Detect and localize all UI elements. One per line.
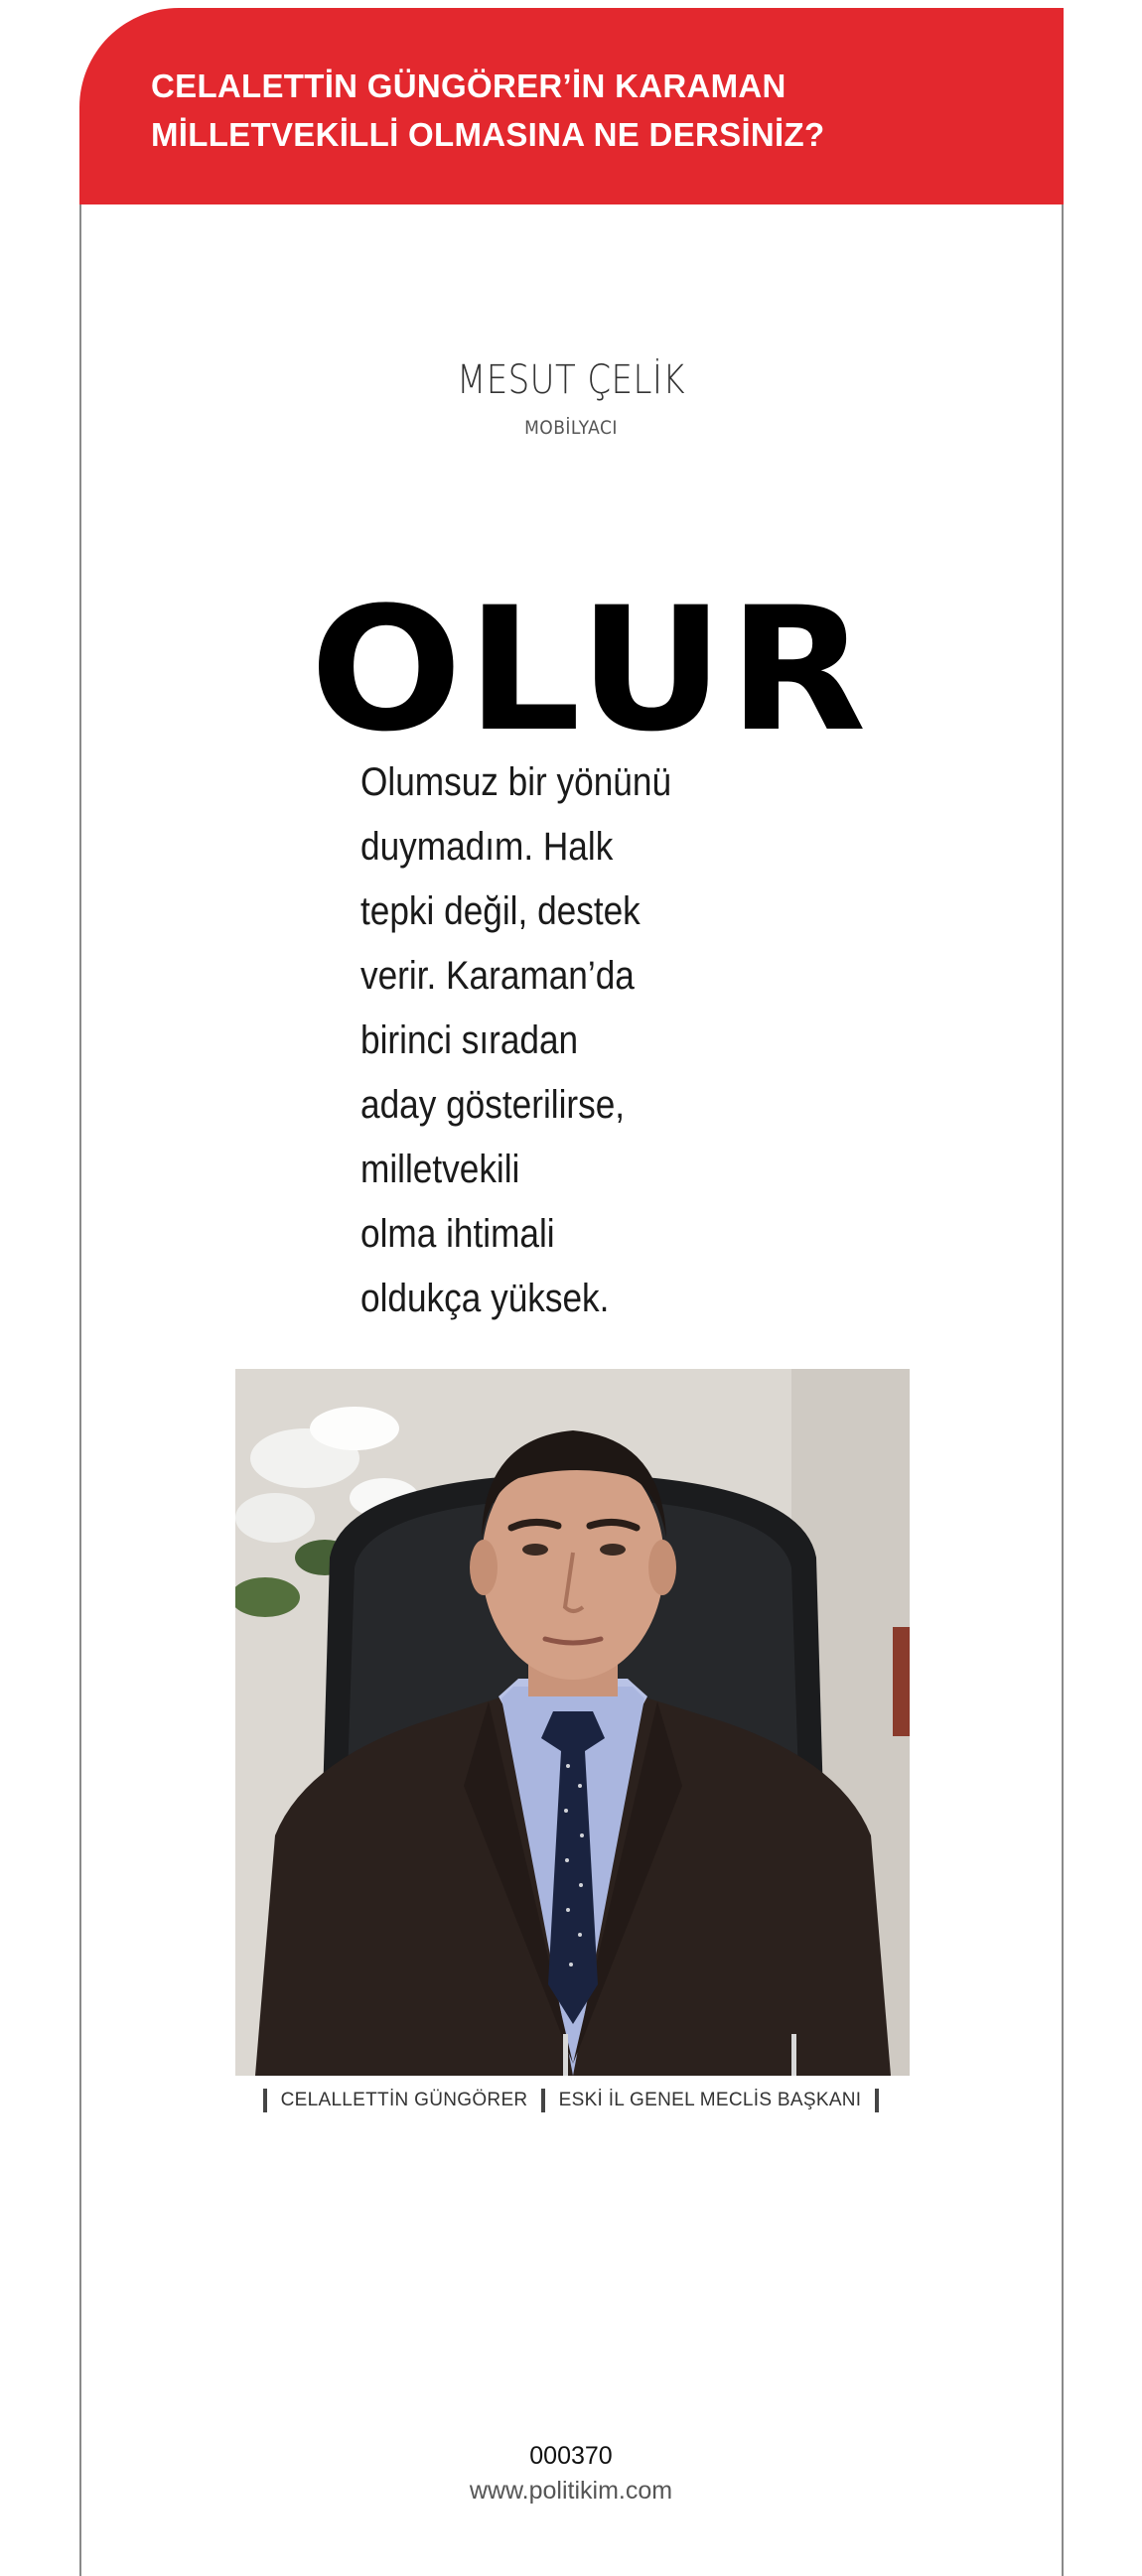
- caption-separator-middle: [541, 2089, 545, 2112]
- frame-left-border: [79, 203, 81, 2576]
- caption-separator-right: [875, 2089, 879, 2112]
- speaker-name: MESUT ÇELİK: [456, 357, 686, 403]
- photo-caption: [0, 2089, 1142, 2112]
- header-title-line-2: MİLLETVEKİLLİ OLMASINA NE DERSİNİZ?: [151, 116, 825, 153]
- verdict-headline: OLUR: [310, 570, 871, 769]
- header-title-line-1: CELALETTİN GÜNGÖRER’İN KARAMAN: [151, 68, 786, 104]
- portrait-photo: [235, 1369, 910, 2076]
- website-url[interactable]: www.politikim.com: [469, 2477, 673, 2505]
- header-title: [151, 62, 1025, 159]
- page-code: 000370: [529, 2442, 613, 2470]
- quote-text: Olumsuz bir yönünü duymadım. Halk tepki değil, destek verir. Karaman’da birinci sıradan aday gösterilirse, milletvekili olma ihtimali oldukça yüksek.: [360, 760, 672, 1320]
- caption-person-name: CELALLETTİN GÜNGÖRER: [280, 2090, 528, 2110]
- caption-separator-left: [263, 2089, 267, 2112]
- caption-person-title: ESKİ İL GENEL MECLİS BAŞKANI: [558, 2090, 862, 2110]
- header-banner: [79, 8, 1064, 204]
- portrait-illustration: [235, 1369, 910, 2076]
- speaker-role: MOBİLYACI: [524, 417, 618, 439]
- frame-right-border: [1062, 203, 1064, 2576]
